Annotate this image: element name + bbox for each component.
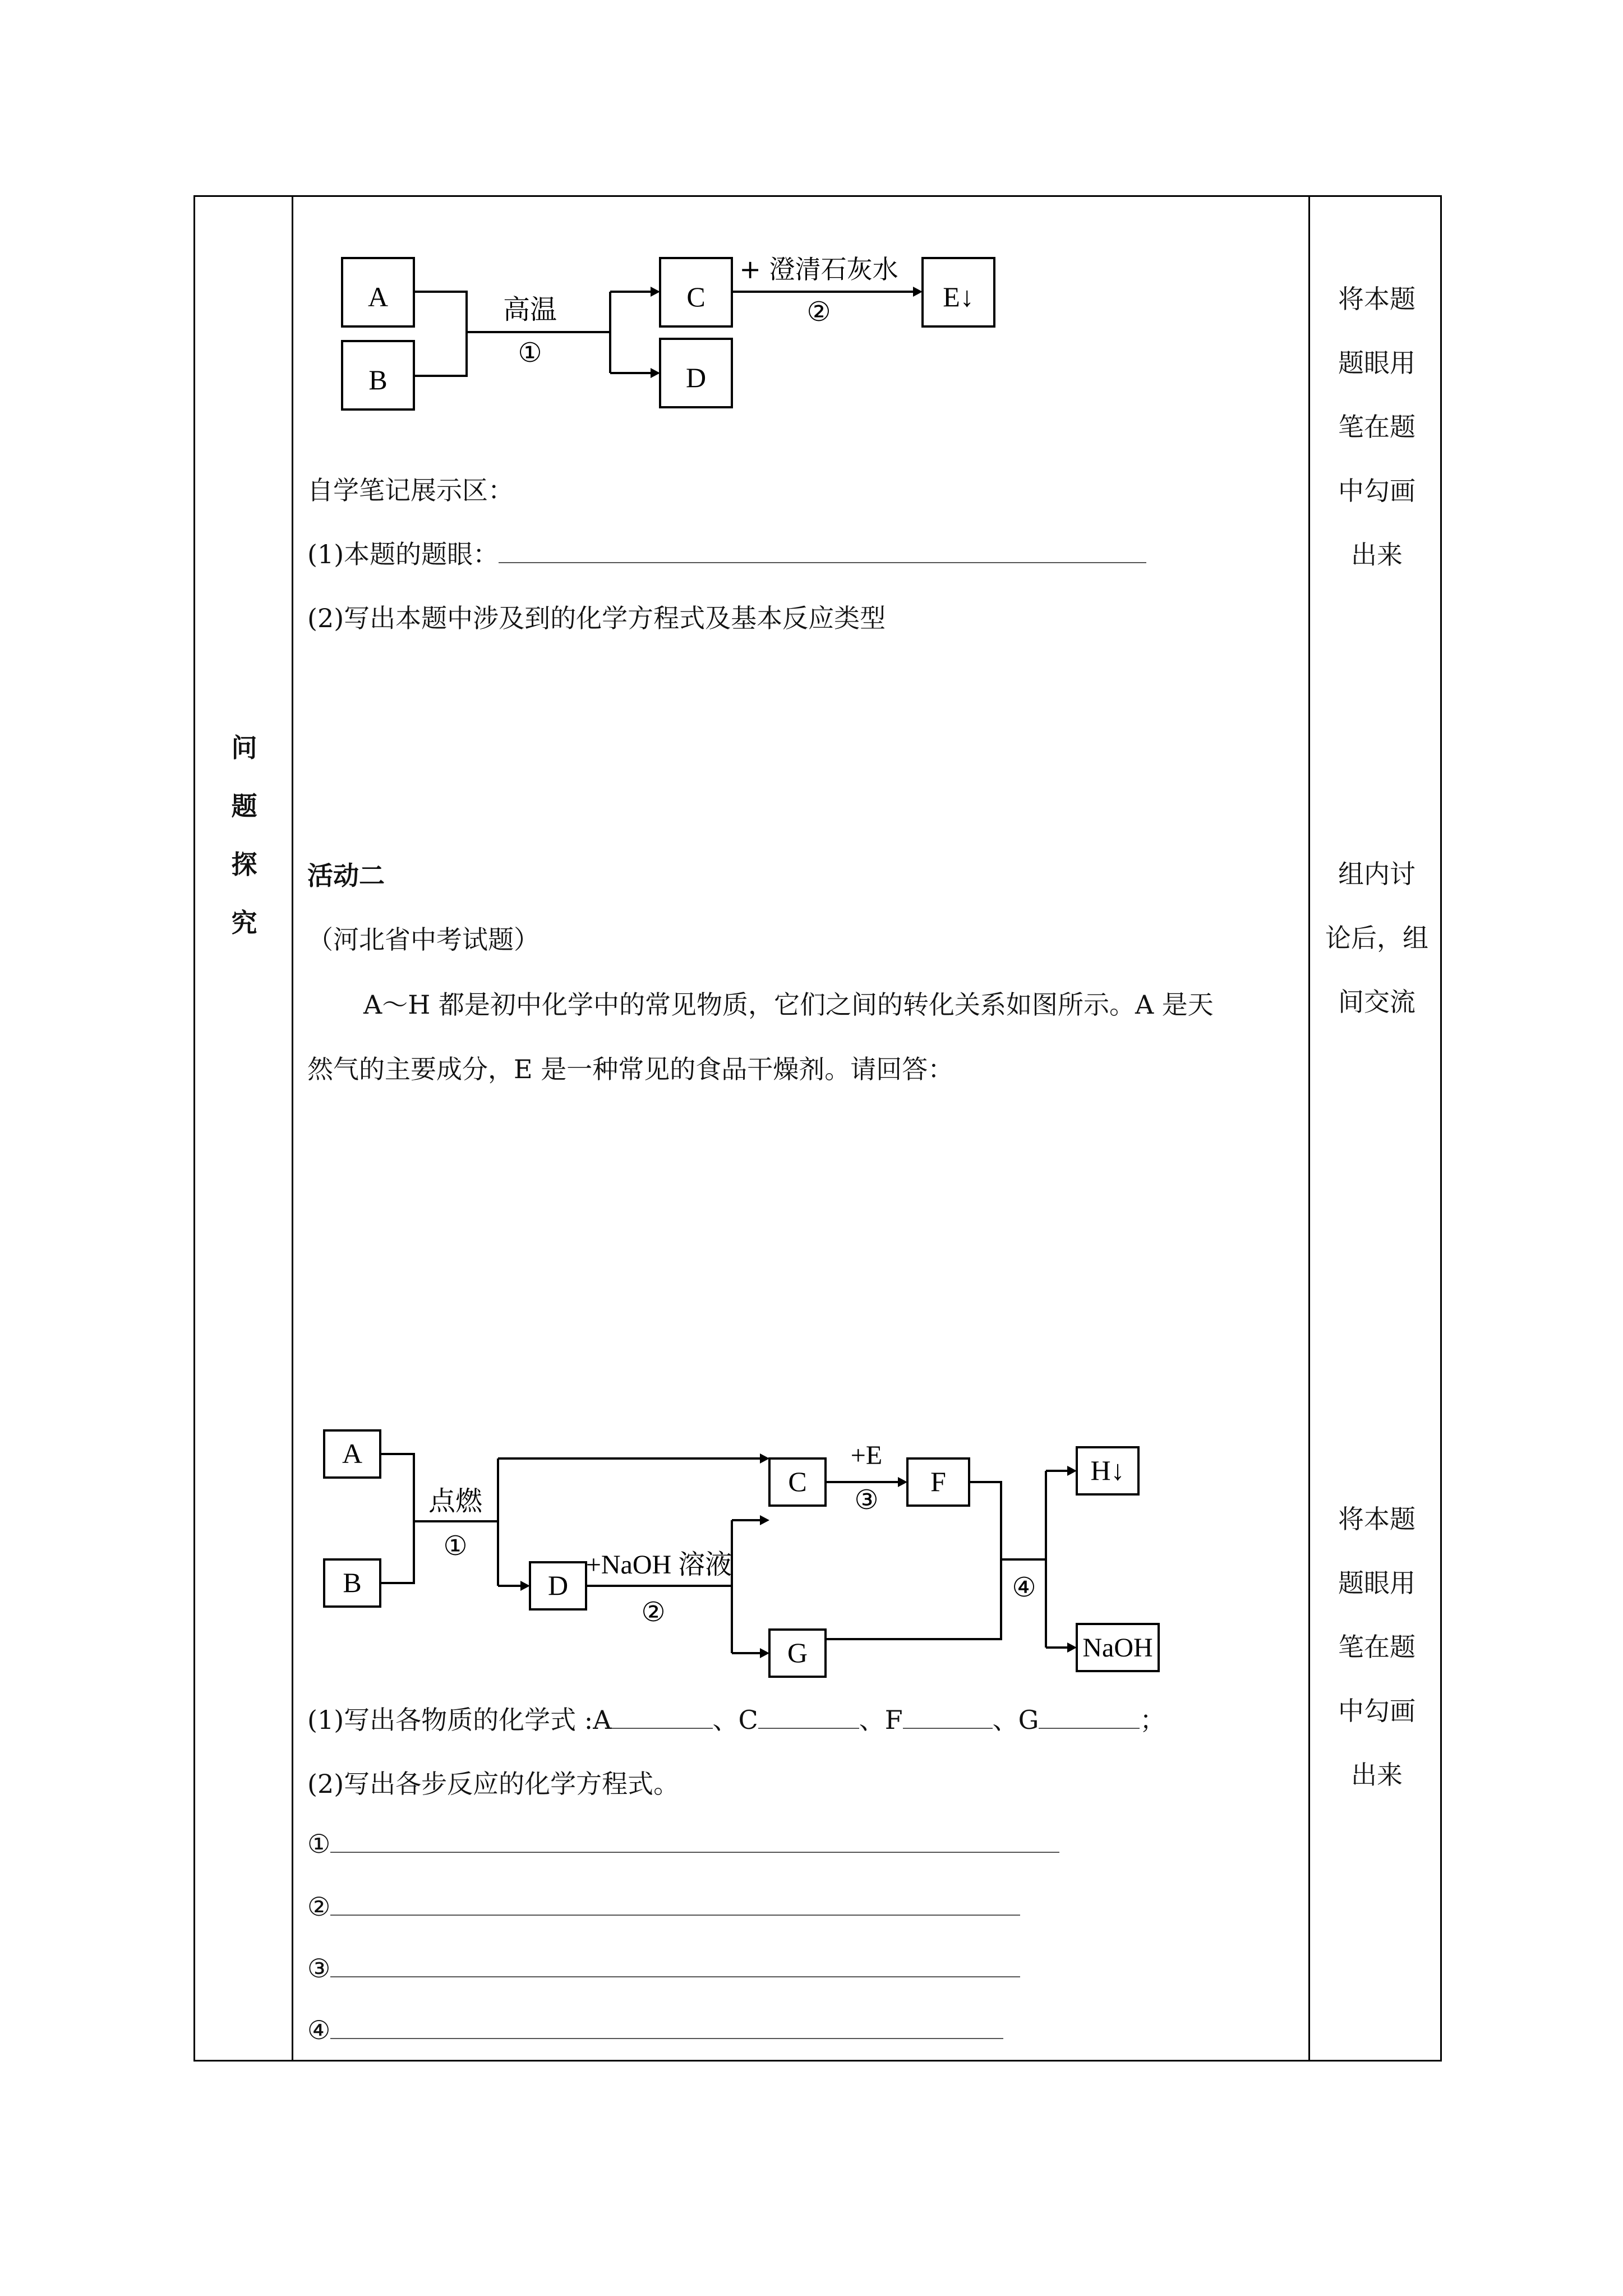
answer-blank-eq1[interactable]	[330, 1851, 1059, 1853]
condition-high-temp: 高温	[502, 294, 557, 325]
node-b2-label: B	[343, 1567, 362, 1598]
answer-blank-eq3[interactable]	[330, 1976, 1020, 1977]
reaction-diagram-2	[0, 1402, 1623, 1694]
node-a2-label: A	[342, 1438, 363, 1469]
answer-blank-f[interactable]	[903, 1727, 993, 1729]
step-1-label-d2: ①	[443, 1531, 468, 1561]
equation-line-2: ②	[307, 1892, 1020, 1922]
node-d2-label: D	[547, 1570, 569, 1601]
node-a-label: A	[367, 281, 389, 312]
equation-line-3: ③	[307, 1953, 1020, 1984]
notes-title: 自学笔记展示区：	[307, 475, 514, 505]
node-c-label: C	[686, 281, 706, 312]
side-note-1: 将本题 题眼用 笔在题 中勾画 出来	[1338, 284, 1415, 570]
activity-text-line2: 然气的主要成分，E 是一种常见的食品干燥剂。请回答：	[307, 1054, 954, 1084]
step-2-label: ②	[806, 297, 831, 327]
answer-blank-c[interactable]	[758, 1727, 859, 1729]
notes-q1: (1)本题的题眼：	[307, 534, 1146, 571]
answer-blank-eq2[interactable]	[330, 1914, 1020, 1916]
activity-source: （河北省中考试题）	[307, 924, 540, 955]
step-2-label-d2: ②	[641, 1598, 666, 1627]
answer-blank-g[interactable]	[1039, 1727, 1140, 1729]
reaction-diagram-1	[0, 0, 1623, 449]
side-note-2: 组内讨 论后，组 间交流	[1325, 859, 1428, 1017]
node-c2-label: C	[788, 1466, 807, 1497]
node-naoh-label: NaOH	[1082, 1633, 1153, 1663]
notes-q2: (2)写出本题中涉及到的化学方程式及基本反应类型	[307, 603, 886, 633]
equation-line-1: ①	[307, 1829, 1059, 1859]
step-4-label-d2: ④	[1012, 1573, 1036, 1603]
column-divider-left	[292, 197, 293, 2060]
activity-title: 活动二	[307, 861, 385, 891]
node-g2-label: G	[787, 1637, 808, 1668]
equation-line-4: ④	[307, 2015, 1003, 2045]
reagent-e: +E	[850, 1441, 883, 1470]
node-b-label: B	[368, 364, 388, 395]
answer-blank-a[interactable]	[612, 1727, 713, 1729]
condition-ignite: 点燃	[428, 1485, 483, 1517]
reagent-naoh-solution: +NaOH 溶液	[585, 1550, 732, 1580]
node-h2-label: H↓	[1090, 1455, 1125, 1486]
question-formulas: (1)写出各物质的化学式 :A 、C 、F 、G ；	[307, 1705, 1166, 1735]
side-note-3: 将本题 题眼用 笔在题 中勾画 出来	[1338, 1504, 1415, 1790]
step-1-label: ①	[518, 338, 542, 368]
step-3-label-d2: ③	[854, 1485, 879, 1515]
answer-blank-eq4[interactable]	[330, 2037, 1003, 2039]
node-d-label: D	[685, 362, 707, 393]
question-equations: (2)写出各步反应的化学方程式。	[307, 1769, 680, 1799]
node-f2-label: F	[930, 1466, 946, 1497]
activity-text-line1: A～H 都是初中化学中的常见物质，它们之间的转化关系如图所示。A 是天	[363, 990, 1214, 1020]
reagent-limewater: + 澄清石灰水	[739, 254, 898, 284]
node-e-label: E↓	[943, 281, 974, 312]
answer-blank-key-point[interactable]	[499, 562, 1146, 563]
section-label: 问 题 探 究	[231, 733, 257, 938]
